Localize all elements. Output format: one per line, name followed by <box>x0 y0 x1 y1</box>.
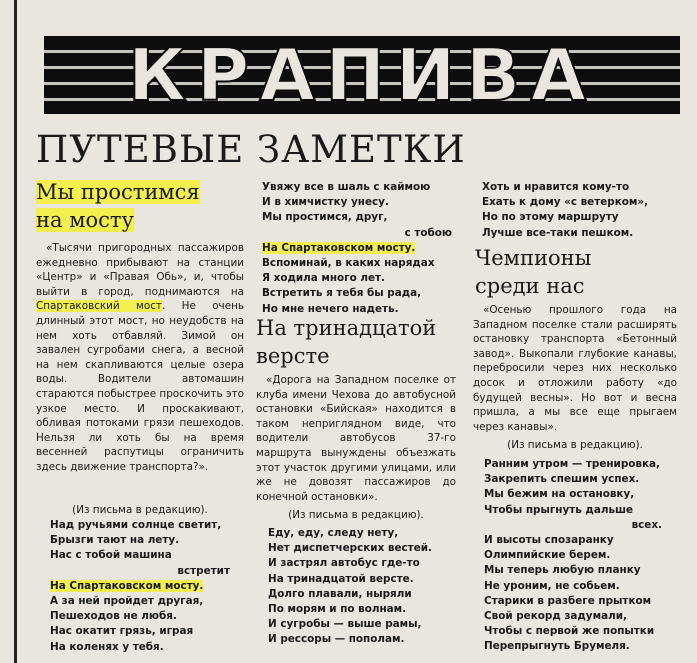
poem-line: Чтобы прыгнуть дальше <box>484 503 634 516</box>
col1-poem <box>50 518 230 655</box>
poem-line: Над ручьями солнце светит, <box>50 519 222 531</box>
col2-source-wrap <box>256 508 456 523</box>
poem-line: И сугробы — выше рамы, <box>268 618 422 631</box>
poem-line: встретит <box>177 564 230 577</box>
col2-letter-text: «Дорога на Западном поселке от клуба имени Чехова до автобусной остановки «Бийская» находится в таком неприглядном виде, что водители автобусов 37-го маршрута вынуждены объезжать этот участок другими улицами, или же не довозят пассажиров до конечной остановки». <box>256 374 456 503</box>
col1-source: (Из письма в редакцию). <box>72 504 208 516</box>
poem-line: Мы бежим на остановку, <box>484 488 635 501</box>
poem-line: Брызги тают на лету. <box>50 534 180 547</box>
poem-line: всех. <box>631 518 662 531</box>
col1-heading <box>36 178 236 234</box>
col1-letter <box>36 241 244 475</box>
poem-line: Олимпийские берем. <box>484 549 611 562</box>
poem-line: Не уроним, не собьем. <box>484 579 620 592</box>
poem-line: Еду, еду, следу нету, <box>268 527 399 539</box>
poem-line: Лучше все-таки пешком. <box>482 226 634 239</box>
poem-line: с тобою <box>404 226 452 239</box>
col2-heading-line: На тринадцатой <box>256 316 437 340</box>
col3-heading-line: Чемпионы <box>475 246 592 270</box>
poem-line: Я ходила много лет. <box>262 272 385 285</box>
poem-line: Ехать к дому «с ветерком», <box>482 196 649 209</box>
poem-line: И рессоры — пополам. <box>268 633 405 646</box>
poem-line: На Спартаковском мосту. <box>50 579 204 592</box>
poem-line: Нас окатит грязь, играя <box>50 625 194 638</box>
poem-line: Нет диспетчерских вестей. <box>268 542 432 555</box>
poem-line: Вспоминай, в каких нарядах <box>262 257 435 270</box>
poem-line: Мы теперь любую планку <box>484 564 641 577</box>
section-title: ПУТЕВЫЕ ЗАМЕТКИ <box>36 128 466 171</box>
poem-line: На тринадцатой версте. <box>268 572 414 585</box>
poem-line: Свой рекорд задумали, <box>484 610 627 623</box>
col1-letter-text: «Тысячи пригородных пассажиров ежедневно прибывают на станции «Центр» и «Правая Обь», и, чтобы выйти в город, поднимаются на Спартаковский мост. Не очень длинный этот мост, но неудобств на нем хоть отбавляй. Зимой он завален сугробами снега, а весной на нем скапливаются целые озера воды. Водители автомашин стараются побыстрее проскочить это узкое место. И проскакивают, обливая потоками грязи пешеходов. Нельзя ли хоть бы на время весенней распутицы ограничить здесь движение транспорта?». <box>36 242 245 473</box>
col2-poem <box>262 180 452 317</box>
col1-source-wrap <box>36 503 244 518</box>
col3-letter-text: «Осенью прошлого года на Западном поселке стали расширять остановку транспорта «Бетонный завод». Выкопали глубокие канавы, перебросили через них несколько досок и отложили работу «до будущей весны». Но вот и весна пришла, а мы все еще прыгаем через канавы». <box>473 304 677 433</box>
poem-line: Но по этому маршруту <box>482 211 619 224</box>
col2-poem-2 <box>268 526 458 648</box>
col3-source-wrap <box>473 438 677 453</box>
poem-line: Долго плавали, ныряли <box>268 587 412 600</box>
poem-line: Чтобы с первой же попытки <box>484 625 655 638</box>
poem-line: Мы простимся, друг, <box>262 211 388 224</box>
poem-line: Ранним утром — тренировка, <box>484 458 660 470</box>
col3-poem-2 <box>484 457 662 655</box>
poem-line: А за ней пройдет другая, <box>50 595 204 608</box>
highlight-mark: Спартаковский мост <box>36 300 162 313</box>
col2-heading <box>256 314 456 370</box>
poem-line: И в химчистку унесу. <box>262 196 389 209</box>
poem-line: И высоты спозаранку <box>484 534 614 547</box>
poem-line: Но мне нечего надеть. <box>262 302 399 315</box>
col3-poem <box>482 180 672 241</box>
poem-line: На коленях у тебя. <box>50 640 164 653</box>
col3-heading-line: среди нас <box>475 274 585 298</box>
banner <box>44 33 680 117</box>
col3-heading <box>475 244 675 300</box>
col1-heading-line: на мосту <box>36 208 134 232</box>
poem-line: Нас с тобой машина <box>50 549 172 562</box>
banner-title: КРАПИВА <box>127 33 597 117</box>
col2-source: (Из письма в редакцию). <box>288 509 424 521</box>
col2-letter <box>256 373 456 504</box>
col3-letter <box>473 303 677 434</box>
col1-heading-line: Мы простимся <box>36 180 200 204</box>
poem-line: На Спартаковском мосту. <box>262 241 416 254</box>
poem-line: Увяжу все в шаль с каймою <box>262 181 431 193</box>
poem-line: Перепрыгнуть Брумеля. <box>484 640 630 653</box>
poem-line: Пешеходов не любя. <box>50 610 177 623</box>
column-rule <box>14 0 17 663</box>
poem-line: И застрял автобус где-то <box>268 557 420 570</box>
poem-line: По морям и по волнам. <box>268 603 407 616</box>
col3-source: (Из письма в редакцию). <box>507 439 643 451</box>
poem-line: Старики в разбеге прытком <box>484 594 652 607</box>
col2-heading-line: версте <box>256 344 330 368</box>
poem-line: Встретить я тебя бы рада, <box>262 287 422 300</box>
poem-line: Хоть и нравится кому-то <box>482 181 630 193</box>
poem-line: Закрепить спешим успех. <box>484 473 640 486</box>
